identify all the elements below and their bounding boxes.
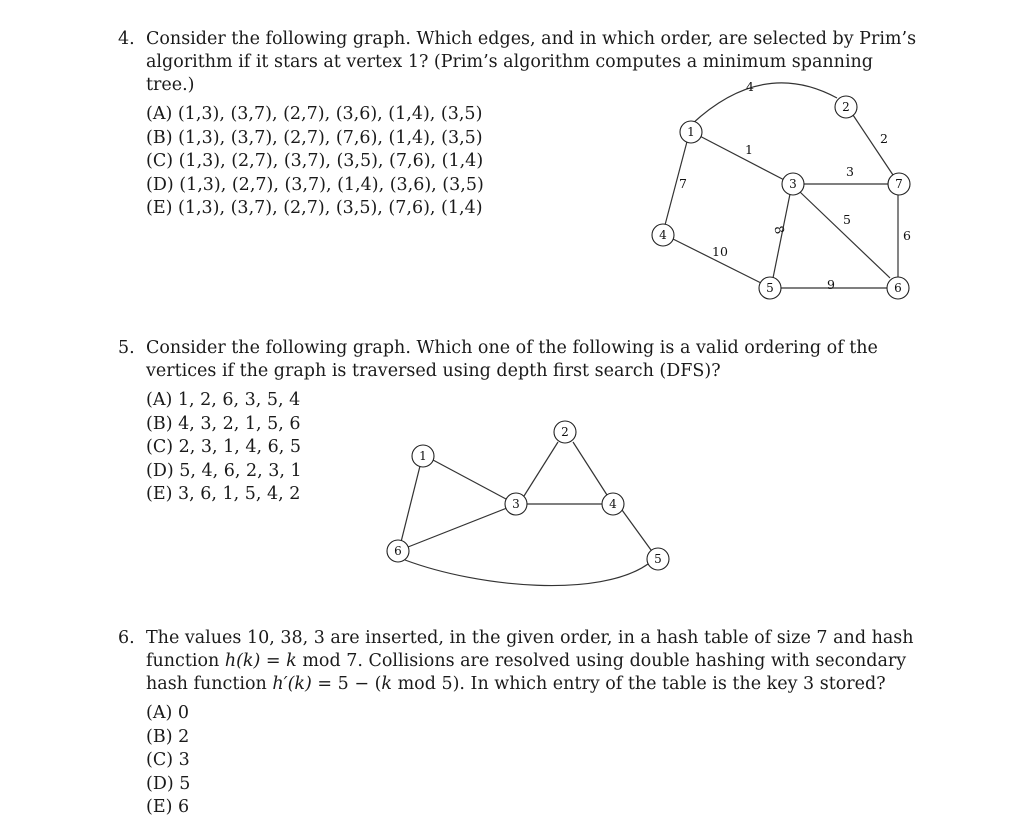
vertex-1-label: 1 — [419, 449, 427, 463]
question-6 — [118, 627, 918, 820]
q6-stem — [118, 627, 918, 696]
vertex-4 — [602, 493, 624, 515]
q4-number: 4. — [118, 29, 135, 49]
vertex-6 — [887, 277, 909, 299]
weight-3-6: 5 — [843, 212, 851, 227]
q4-text: Consider the following graph. Which edges, and in which order, are selected by Prim’s algorithm if it stars at vertex 1? (Prim’s algorithm computes a minimum spanning tree.) — [146, 29, 917, 95]
vertex-3-label: 3 — [512, 497, 520, 511]
q5-option-b: (B) 4, 3, 2, 1, 5, 6 — [146, 413, 301, 434]
edge-4-5 — [622, 510, 651, 550]
vertex-5 — [647, 548, 669, 570]
edge-1-6 — [401, 466, 420, 542]
q6-eq2: = 5 − ( — [311, 674, 382, 694]
q5-text: Consider the following graph. Which one of the following is a valid ordering of the vertices if the graph is traversed using depth first search (DFS)? — [146, 338, 878, 381]
edge-3-6 — [408, 508, 507, 547]
q4-graph — [640, 80, 920, 305]
vertex-4-label: 4 — [659, 228, 667, 242]
q6-option-e: (E) 6 — [146, 797, 190, 817]
vertex-3 — [505, 493, 527, 515]
q6-options — [146, 702, 918, 820]
q4-option-a: (A) (1,3), (3,7), (2,7), (3,6), (1,4), (3,5) — [146, 104, 483, 124]
weight-4-5: 10 — [712, 244, 728, 259]
q6-hpk: h′(k) — [272, 674, 312, 694]
vertex-2-label: 2 — [561, 425, 569, 439]
edge-3-6 — [800, 192, 890, 278]
q6-k2: k — [381, 674, 393, 694]
q6-eq1: = — [260, 651, 287, 671]
vertex-5-label: 5 — [766, 281, 774, 295]
weight-2-7: 2 — [880, 131, 888, 146]
q6-option-d: (D) 5 — [146, 773, 191, 794]
vertex-3 — [782, 173, 804, 195]
q6-option-a: (A) 0 — [146, 703, 189, 723]
q6-number: 6. — [118, 628, 135, 648]
weight-3-7: 3 — [846, 164, 854, 179]
q6-k1: k — [286, 651, 297, 671]
edge-2-4 — [573, 442, 607, 495]
weight-1-3: 1 — [745, 142, 753, 157]
vertex-7 — [888, 173, 910, 195]
vertex-6 — [387, 540, 409, 562]
vertex-1-label: 1 — [687, 125, 695, 139]
weight-5-6: 9 — [827, 277, 835, 292]
q4-option-d: (D) (1,3), (2,7), (3,7), (1,4), (3,6), (3,5) — [146, 174, 484, 195]
vertex-6-label: 6 — [394, 544, 402, 558]
q5-number: 5. — [118, 338, 135, 358]
vertex-3-label: 3 — [789, 177, 797, 191]
q6-option-c: (C) 3 — [146, 750, 190, 770]
q4-option-b: (B) (1,3), (3,7), (2,7), (7,6), (1,4), (3,5) — [146, 127, 483, 148]
q5-option-e: (E) 3, 6, 1, 5, 4, 2 — [146, 484, 301, 504]
vertex-1 — [680, 121, 702, 143]
edge-3-2 — [524, 442, 558, 496]
edge-6-5 — [405, 560, 648, 586]
q6-mod2: mod 5). In which entry of the table is the key 3 stored? — [392, 674, 886, 694]
q5-graph — [380, 418, 680, 598]
q6-mod1: mod 7. Collisions are resolved using double hashing with secondary hash function — [146, 651, 907, 694]
q5-option-d: (D) 5, 4, 6, 2, 3, 1 — [146, 460, 302, 481]
vertex-4-label: 4 — [609, 497, 617, 511]
vertex-2-label: 2 — [842, 100, 850, 114]
vertex-5 — [759, 277, 781, 299]
q4-option-e: (E) (1,3), (3,7), (2,7), (3,5), (7,6), (1,4) — [146, 198, 483, 218]
weight-7-6: 6 — [903, 228, 911, 243]
q5-option-a: (A) 1, 2, 6, 3, 5, 4 — [146, 390, 301, 410]
edge-1-3 — [433, 460, 506, 499]
vertex-6-label: 6 — [894, 281, 902, 295]
vertex-4 — [652, 224, 674, 246]
q5-option-c: (C) 2, 3, 1, 4, 6, 5 — [146, 437, 302, 457]
edge-1-2 — [692, 83, 837, 124]
q4-option-c: (C) (1,3), (2,7), (3,7), (3,5), (7,6), (1,4) — [146, 151, 484, 171]
q5-stem — [118, 337, 918, 383]
q6-text-a: The values 10, 38, 3 are inserted, in the given order, in a hash table of size 7 and hash function — [146, 628, 914, 671]
vertex-1 — [412, 445, 434, 467]
q6-hk: h(k) — [224, 651, 261, 671]
weight-1-2: 4 — [746, 79, 754, 94]
vertex-2 — [554, 421, 576, 443]
vertex-2 — [835, 96, 857, 118]
edge-1-3 — [692, 132, 792, 184]
weight-1-4: 7 — [679, 176, 687, 191]
vertex-5-label: 5 — [654, 552, 662, 566]
weight-3-5: 8 — [771, 224, 788, 236]
q6-option-b: (B) 2 — [146, 726, 190, 747]
edge-3-5 — [773, 194, 790, 278]
vertex-7-label: 7 — [895, 177, 903, 191]
